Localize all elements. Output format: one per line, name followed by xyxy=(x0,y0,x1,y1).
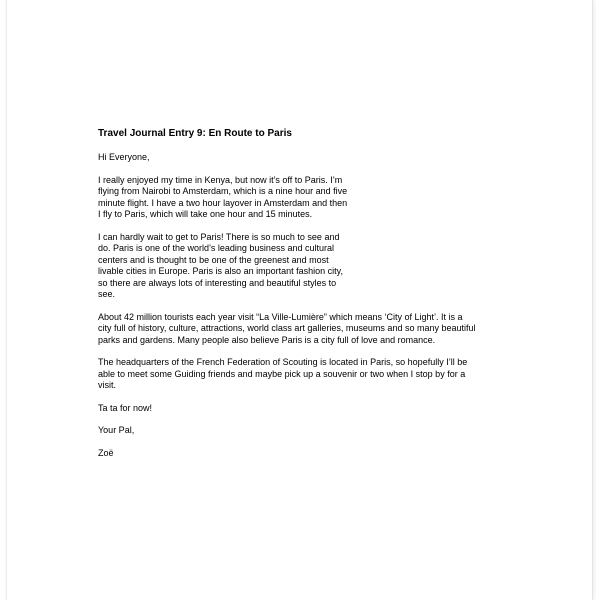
paragraph-scouting xyxy=(98,357,526,392)
document-content xyxy=(98,128,528,470)
paragraph-line: I really enjoyed my time in Kenya, but now it’s off to Paris. I’m xyxy=(98,174,343,185)
paragraph-line: flying from Nairobi to Amsterdam, which is a nine hour and five xyxy=(98,186,348,196)
paragraph-line: About 42 million tourists each year visit “La Ville-Lumière” which means ‘City of Light’. It is a xyxy=(98,311,463,322)
paragraph-tourism xyxy=(98,312,526,347)
paragraph-line: see. xyxy=(98,289,116,299)
paragraph-line: parks and gardens. Many people also believe Paris is a city full of love and romance. xyxy=(98,334,436,345)
closing: Your Pal, xyxy=(98,425,135,435)
paragraph-line: minute flight. I have a two hour layover in Amsterdam and then xyxy=(98,197,348,208)
paragraph-line: livable cities in Europe. Paris is also an important fashion city, xyxy=(98,266,343,276)
paragraph-line: city full of history, culture, attractions, world class art galleries, museums and so many beautiful xyxy=(98,323,476,333)
document-title: Travel Journal Entry 9: En Route to Paris xyxy=(98,128,292,139)
document-page xyxy=(6,0,593,600)
paragraph-line: so there are always lots of interesting and beautiful styles to xyxy=(98,277,337,288)
paragraph-line: I can hardly wait to get to Paris! There is so much to see and xyxy=(98,231,340,242)
paragraph-line: able to meet some Guiding friends and maybe pick up a souvenir or two when I stop by for a xyxy=(98,368,466,379)
paragraph-line: The headquarters of the French Federation of Scouting is located in Paris, so hopefully I’ll be xyxy=(98,357,468,367)
paragraph-line: centers and is thought to be one of the greenest and most xyxy=(98,254,329,265)
paragraph-paris-description xyxy=(98,232,378,301)
paragraph-line: visit. xyxy=(98,380,116,390)
signature: Zoë xyxy=(98,447,114,458)
greeting: Hi Everyone, xyxy=(98,152,150,162)
paragraph-line: do. Paris is one of the world’s leading business and cultural xyxy=(98,243,334,253)
paragraph-line: I fly to Paris, which will take one hour and 15 minutes. xyxy=(98,209,313,219)
paragraph-kenya-to-paris xyxy=(98,175,378,221)
farewell: Ta ta for now! xyxy=(98,402,153,413)
